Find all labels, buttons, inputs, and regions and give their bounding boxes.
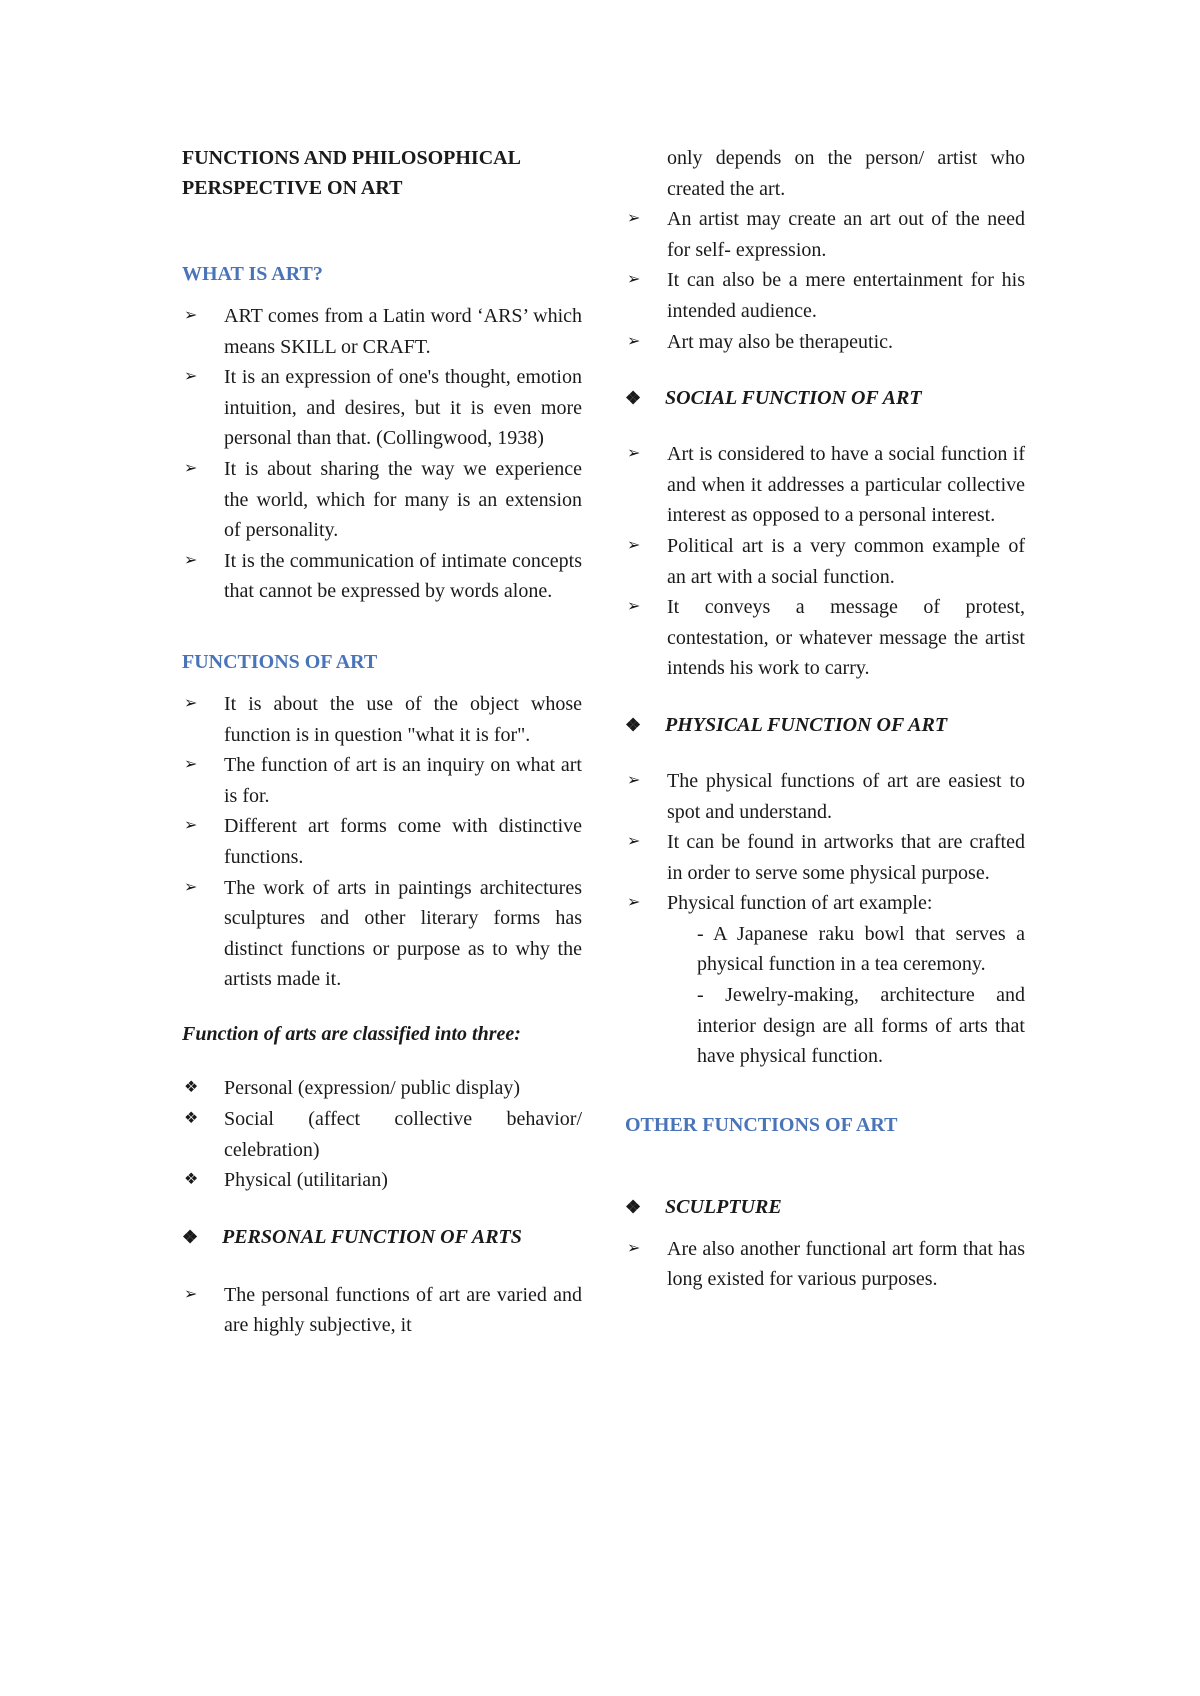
arrow-bullet-icon: ➢ [627, 332, 641, 350]
diamond-marker-icon: ❖ [625, 1196, 642, 1217]
physical-example-2: - Jewelry-making, architecture and interior design are all forms of arts that have physical function. [697, 984, 1025, 1068]
sculpture-list [625, 1234, 1025, 1295]
list-item: ❖ Personal (expression/ public display) [182, 1073, 582, 1104]
social-function-list [625, 439, 1025, 684]
physical-function-heading: ❖ PHYSICAL FUNCTION OF ART [625, 710, 1025, 740]
list-item: ➢ The personal functions of art are varied and are highly subjective, it [182, 1280, 582, 1341]
title-line-1: FUNCTIONS AND PHILOSOPHICAL [182, 147, 521, 169]
list-item: ➢ It can be found in artworks that are crafted in order to serve some physical purpose. [625, 827, 1025, 888]
arrow-bullet-icon: ➢ [627, 210, 641, 228]
list-item: ➢ The work of arts in paintings architectures sculptures and other literary forms has distinct functions or purpose as to why the artists made it. [182, 873, 582, 995]
list-item: ➢ ART comes from a Latin word ‘ARS’ which means SKILL or CRAFT. [182, 301, 582, 362]
physical-example-1: - A Japanese raku bowl that serves a physical function in a tea ceremony. [697, 922, 1025, 976]
diamond-bullet-icon: ❖ [184, 1079, 199, 1097]
list-item: ➢ The function of art is an inquiry on what art is for. [182, 750, 582, 811]
list-item: ➢ Art is considered to have a social function if and when it addresses a particular collective interest as opposed to a personal interest. [625, 439, 1025, 531]
list-item: ❖ Social (affect collective behavior/ celebration) [182, 1104, 582, 1165]
arrow-bullet-icon: ➢ [184, 459, 198, 477]
personal-function-list-cont [625, 204, 1025, 357]
list-item: ➢ It is about the use of the object whose function is in question "what it is for". [182, 689, 582, 750]
arrow-bullet-icon: ➢ [184, 756, 198, 774]
sculpture-heading: ❖ SCULPTURE [625, 1192, 1025, 1222]
arrow-bullet-icon: ➢ [184, 878, 198, 896]
title-line-2: PERSPECTIVE ON ART [182, 177, 403, 199]
list-item: ➢ It conveys a message of protest, contestation, or whatever message the artist intends his work to carry. [625, 592, 1025, 684]
arrow-bullet-icon: ➢ [627, 771, 641, 789]
personal-function-heading: ❖ PERSONAL FUNCTION OF ARTS [182, 1222, 582, 1252]
arrow-bullet-icon: ➢ [184, 368, 198, 386]
arrow-bullet-icon: ➢ [627, 833, 641, 851]
physical-function-list [625, 766, 1025, 919]
social-function-heading: ❖ SOCIAL FUNCTION OF ART [625, 383, 1025, 413]
diamond-bullet-icon: ❖ [184, 1171, 199, 1189]
what-is-art-heading: WHAT IS ART? [182, 263, 323, 285]
left-column [182, 143, 582, 1341]
arrow-bullet-icon: ➢ [627, 598, 641, 616]
diamond-bullet-icon: ❖ [184, 1110, 199, 1128]
classified-heading: Function of arts are classified into three: [182, 1022, 521, 1045]
diamond-marker-icon: ❖ [625, 714, 642, 735]
arrow-bullet-icon: ➢ [184, 1285, 198, 1303]
functions-of-art-heading: FUNCTIONS OF ART [182, 650, 378, 673]
arrow-bullet-icon: ➢ [627, 894, 641, 912]
document-title [182, 143, 582, 203]
list-item: ➢ It can also be a mere entertainment for his intended audience. [625, 265, 1025, 326]
list-item: ➢ It is an expression of one's thought, emotion intuition, and desires, but it is even more personal than that. (Collingwood, 1938) [182, 362, 582, 454]
arrow-bullet-icon: ➢ [184, 551, 198, 569]
diamond-marker-icon: ❖ [625, 388, 642, 409]
functions-of-art-list [182, 689, 582, 995]
arrow-bullet-icon: ➢ [627, 271, 641, 289]
arrow-bullet-icon: ➢ [184, 817, 198, 835]
list-item: ➢ An artist may create an art out of the need for self- expression. [625, 204, 1025, 265]
arrow-bullet-icon: ➢ [627, 1239, 641, 1257]
list-item: ➢ Political art is a very common example of an art with a social function. [625, 531, 1025, 592]
list-item: ➢ Are also another functional art form that has long existed for various purposes. [625, 1234, 1025, 1295]
arrow-bullet-icon: ➢ [627, 445, 641, 463]
other-functions-heading: OTHER FUNCTIONS OF ART [625, 1113, 898, 1136]
list-item: ➢ Art may also be therapeutic. [625, 327, 1025, 358]
arrow-bullet-icon: ➢ [184, 307, 198, 324]
list-item: ➢ Different art forms come with distinctive functions. [182, 811, 582, 872]
personal-function-list [182, 1280, 582, 1341]
arrow-bullet-icon: ➢ [184, 694, 198, 712]
classified-list [182, 1073, 582, 1195]
diamond-marker-icon: ❖ [182, 1226, 199, 1247]
list-item: ➢ The physical functions of art are easiest to spot and understand. [625, 766, 1025, 827]
list-item: ➢ It is the communication of intimate concepts that cannot be expressed by words alone. [182, 546, 582, 607]
list-item: ➢ It is about sharing the way we experience the world, which for many is an extension of personality. [182, 454, 582, 546]
personal-continued-text: only depends on the person/ artist who created the art. [667, 147, 1025, 200]
list-item: ❖ Physical (utilitarian) [182, 1165, 582, 1196]
right-column [625, 143, 1025, 1295]
what-is-art-list [182, 301, 582, 607]
list-item: ➢ Physical function of art example: [625, 888, 1025, 919]
arrow-bullet-icon: ➢ [627, 536, 641, 554]
